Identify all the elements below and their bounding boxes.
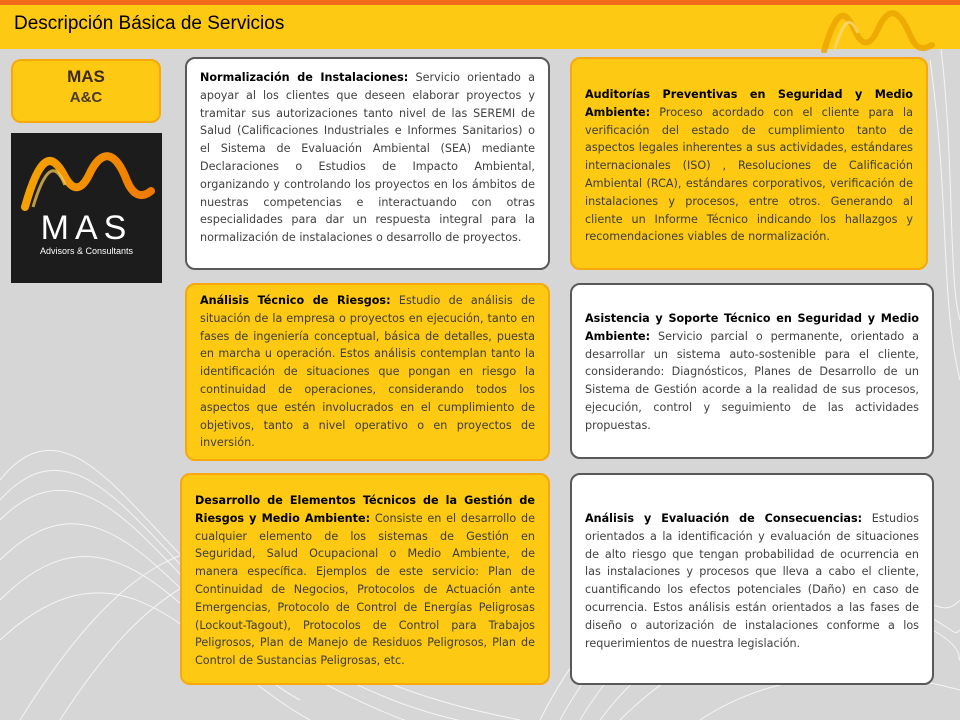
service-title: Análisis Técnico de Riesgos: <box>200 294 391 307</box>
service-body: Proceso acordado con el cliente para la verificación del estado de cumplimiento tanto de aspectos legales inherentes a sus actividades, estándares internacionales (ISO) , Resoluciones de Calificación Ambiental (RCA), estándares corporativos, verificación de instalaciones y procesos, entre otros. Generando al cliente un Informe Técnico indicando los hallazgos y recomendaciones viables de normalización. <box>585 105 913 244</box>
service-title: Análisis y Evaluación de Consecuencias: <box>585 512 863 525</box>
service-title: Auditorías Preventivas en Seguridad y Medio Ambiente: <box>585 88 913 119</box>
service-card-desarrollo <box>180 473 550 685</box>
service-title: Normalización de Instalaciones: <box>200 71 409 84</box>
service-title: Desarrollo de Elementos Técnicos de la Gestión de Riesgos y Medio Ambiente: <box>195 494 535 525</box>
brand-logo-icon <box>818 5 938 53</box>
service-body: Servicio parcial o permanente, orientado a desarrollar un sistema auto-sostenible para el cliente, considerando: Diagnósticos, Planes de Desarrollo de un Sistema de Gestión acorde a la realidad de sus procesos, ejecución, control y seguimiento de las actividades propuestas. <box>585 329 919 432</box>
company-logo <box>11 133 162 283</box>
service-card-consecuencias <box>570 473 934 685</box>
service-card-normalizacion <box>185 57 550 270</box>
logo-wave-icon <box>11 133 162 213</box>
brand-box <box>11 59 161 123</box>
service-card-auditorias <box>570 57 928 270</box>
page-title: Descripción Básica de Servicios <box>14 13 285 34</box>
logo-wordmark: MAS <box>40 209 133 247</box>
header-bar <box>0 5 960 49</box>
logo-tagline: Advisors & Consultants <box>39 246 134 256</box>
service-card-analisis-riesgos <box>185 283 550 461</box>
service-body: Servicio orientado a apoyar al los clientes que deseen elaborar proyectos y tramitar sus autorizaciones tanto nivel de las SEREMI de Salud (Calificaciones Industriales e Informes Sanitarios) o el Sistema de Evaluación Ambiental (SEA) mediante Declaraciones o Estudios de Impacto Ambiental, organizando y controlando los proyectos en los ámbitos de nuestras competencias e interactuando con otras especialidades para dar un respuesta integral para la normalización de instalaciones o desarrollo de proyectos. <box>200 71 535 245</box>
service-title: Asistencia y Soporte Técnico en Seguridad y Medio Ambiente: <box>585 312 919 343</box>
service-body: Estudio de análisis de situación de la empresa o proyectos en ejecución, tanto en fases de ingeniería conceptual, básica de detalles, puesta en marcha u operación. Estos análisis contemplan tanto la identificación de situaciones que pongan en riesgo la continuidad de operaciones, considerando todos los aspectos que estén involucrados en el cumplimiento de objetivos, tanto a nivel operativo o en proyectos de inversión. <box>200 294 536 450</box>
service-card-asistencia <box>570 283 934 459</box>
service-body: Consiste en el desarrollo de cualquier elemento de los sistemas de Gestión en Seguridad, Salud Ocupacional o Medio Ambiente, de manera específica. Ejemplos de este servicio: Plan de Continuidad de Negocios, Protocolos de Actuación ante Emergencias, Protocolo de Control de Energías Peligrosas (Lockout-Tagout), Protocolos de Control para Trabajos Peligrosos, Plan de Manejo de Residuos Peligrosos, Plan de Control de Sustancias Peligrosas, etc. <box>195 511 535 668</box>
brand-subtitle: A&C <box>69 89 103 106</box>
brand-title: MAS <box>67 67 105 86</box>
service-body: Estudios orientados a la identificación y evaluación de situaciones de alto riesgo que tengan probabilidad de ocurrencia en las instalaciones y procesos que lleva a cabo el cliente, cuantificando los efectos potenciales (Daño) en caso de ocurrencia. Estos análisis están orientados a las fases de diseño o autorización de instalaciones conforme a los requerimientos de nuestra legislación. <box>585 512 919 650</box>
